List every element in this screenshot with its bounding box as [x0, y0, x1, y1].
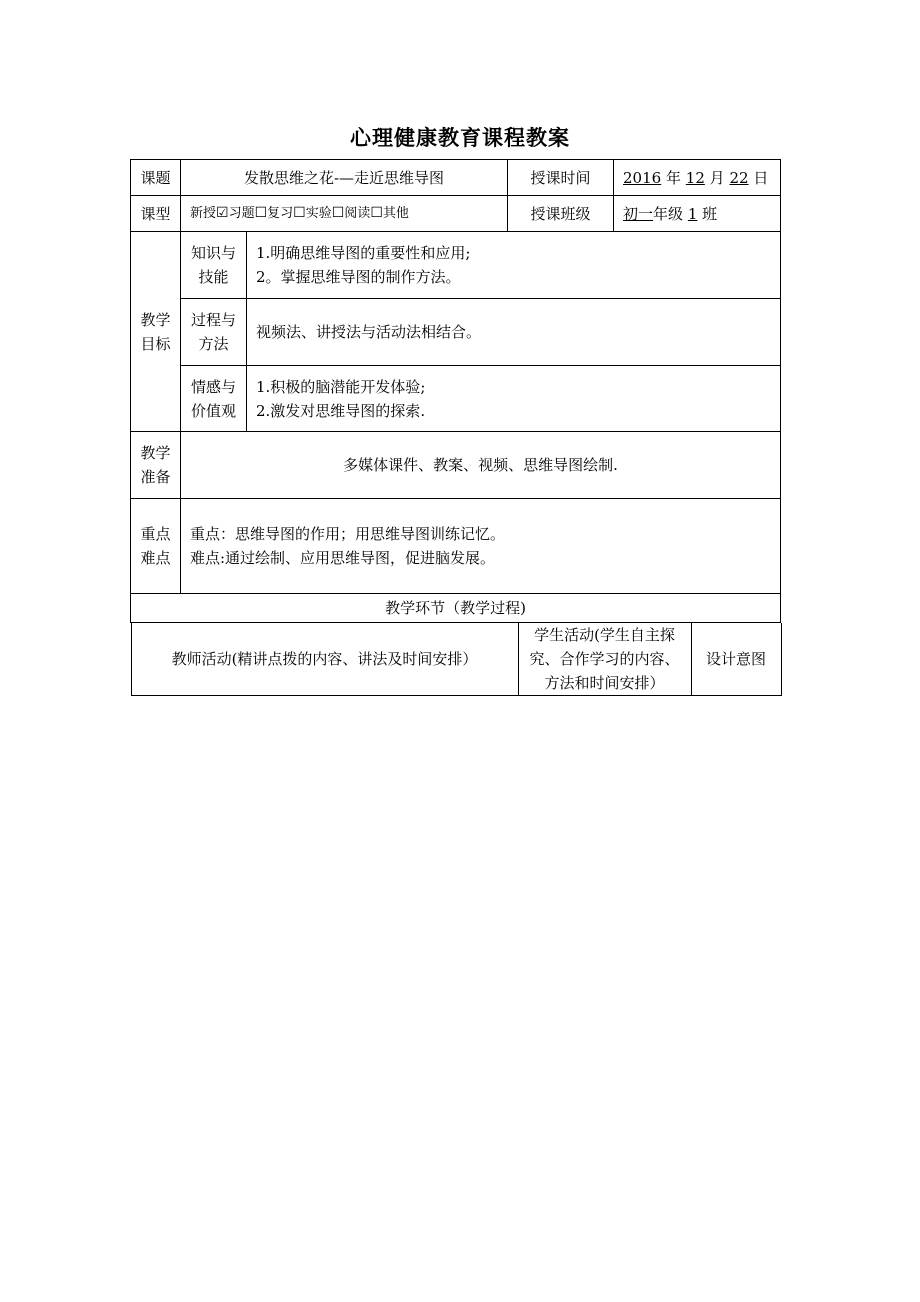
goal-values-label: 情感与 价值观: [181, 366, 247, 432]
checkbox-icon[interactable]: ☐: [254, 205, 268, 221]
key-points-content: 重点：思维导图的作用；用思维导图训练记忆。 难点:通过绘制、应用思维导图，促进脑发展。: [181, 499, 781, 594]
time-value: 2016 年 12 月 22 日: [614, 160, 781, 196]
time-month: 12: [685, 168, 705, 187]
process-header: 教学环节（教学过程): [131, 594, 781, 623]
goals-method-row: [131, 299, 781, 366]
process-columns-table: [131, 623, 782, 696]
prep-row: [131, 432, 781, 499]
goal-knowledge-content: 1.明确思维导图的重要性和应用; 2。掌握思维导图的制作方法。: [247, 232, 781, 299]
class-number: 1: [687, 204, 698, 223]
lesson-type-options: [181, 196, 508, 232]
lesson-type-option: 其他: [382, 206, 409, 221]
design-intent-header: 设计意图: [691, 623, 781, 696]
goal-knowledge-label: 知识与 技能: [181, 232, 247, 299]
lesson-type-option: 习题: [228, 206, 255, 221]
lesson-plan-table: [130, 159, 781, 696]
topic-label: 课题: [131, 160, 181, 196]
goals-knowledge-row: [131, 232, 781, 299]
lesson-type-option: 阅读: [344, 206, 371, 221]
goal-values-content: 1.积极的脑潜能开发体验; 2.激发对思维导图的探索.: [247, 366, 781, 432]
topic-value: 发散思维之花-—走近思维导图: [181, 160, 508, 196]
key-points-row: [131, 499, 781, 594]
teacher-activity-header: 教师活动(精讲点拨的内容、讲法及时间安排）: [131, 623, 518, 696]
lesson-type-row: [131, 196, 781, 232]
lesson-type-option: 实验: [305, 206, 332, 221]
lesson-type-option: 复习: [267, 206, 294, 221]
goals-label: 教学 目标: [131, 232, 181, 432]
goal-method-content: 视频法、讲授法与活动法相结合。: [247, 299, 781, 366]
checkbox-icon[interactable]: ☐: [331, 205, 345, 221]
class-label: 授课班级: [508, 196, 614, 232]
document-title: 心理健康教育课程教案: [350, 125, 570, 150]
checkbox-checked-icon[interactable]: ☑: [216, 205, 229, 221]
goal-method-label: 过程与 方法: [181, 299, 247, 366]
checkbox-icon[interactable]: ☐: [293, 205, 306, 221]
class-grade: 初一: [623, 204, 654, 223]
goals-values-row: [131, 366, 781, 432]
topic-row: [131, 160, 781, 196]
key-points-label: 重点 难点: [131, 499, 181, 594]
process-columns-row: [131, 623, 781, 697]
lesson-type-option: 新授: [190, 206, 217, 221]
checkbox-icon[interactable]: ☐: [370, 205, 383, 221]
prep-label: 教学 准备: [131, 432, 181, 499]
process-header-row: [131, 594, 781, 623]
time-year: 2016: [623, 168, 662, 187]
class-value: 初一年级 1 班: [614, 196, 781, 232]
time-day: 22: [729, 168, 749, 187]
prep-content: 多媒体课件、教案、视频、思维导图绘制.: [181, 432, 781, 499]
student-activity-header: 学生活动(学生自主探 究、合作学习的内容、 方法和时间安排）: [518, 623, 691, 696]
time-label: 授课时间: [508, 160, 614, 196]
lesson-type-label: 课型: [131, 196, 181, 232]
